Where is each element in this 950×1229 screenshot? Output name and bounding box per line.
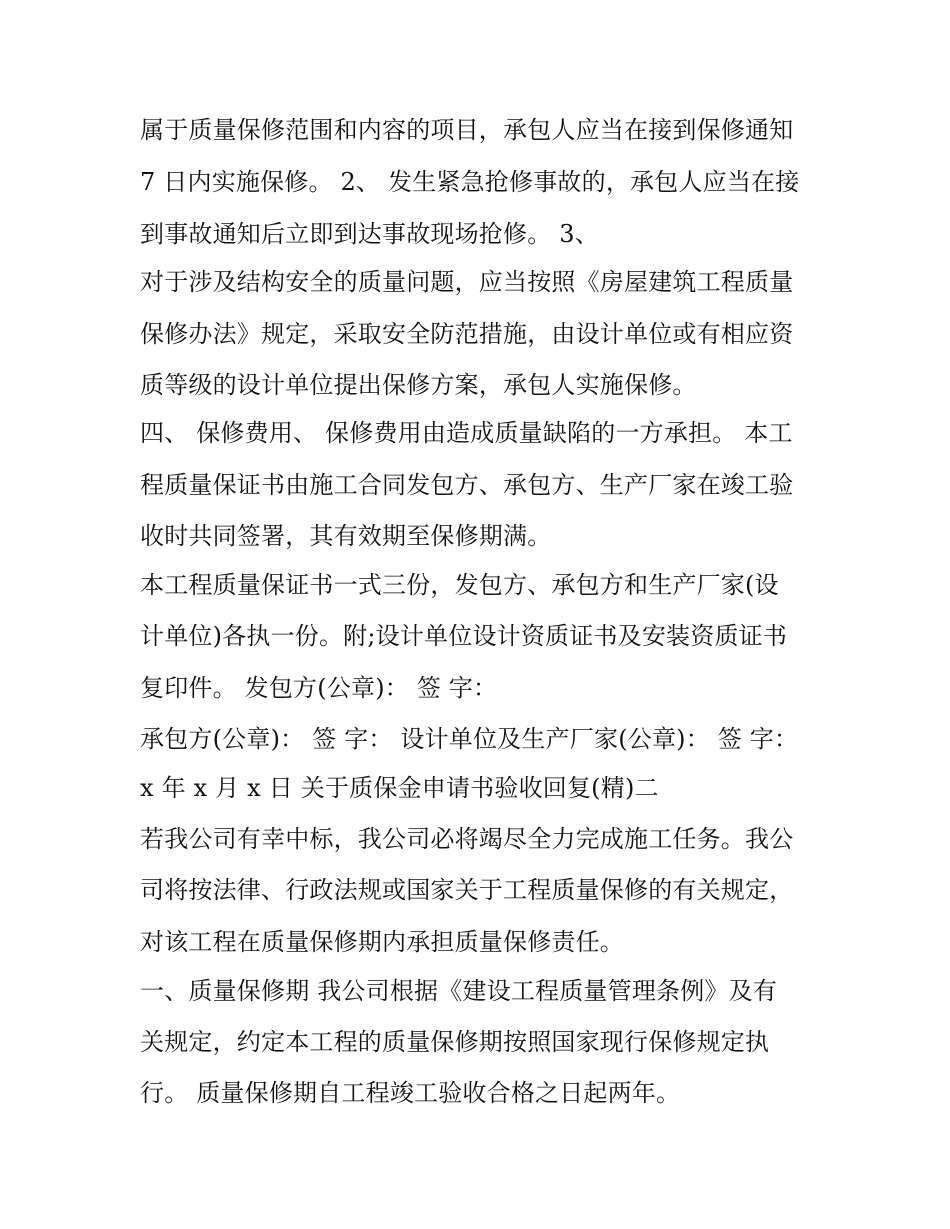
text-line: 质等级的设计单位提出保修方案，承包人实施保修。 bbox=[140, 371, 697, 399]
text-line: 行。 质量保修期自工程竣工验收合格之日起两年。 bbox=[140, 1079, 681, 1107]
text-line: 收时共同签署，其有效期至保修期满。 bbox=[140, 522, 552, 550]
text-line: 对于涉及结构安全的质量问题，应当按照《房屋建筑工程质量 bbox=[140, 268, 794, 296]
text-line: 对该工程在质量保修期内承担质量保修责任。 bbox=[140, 928, 624, 956]
text-line: 7 日内实施保修。 2、 发生紧急抢修事故的，承包人应当在接 bbox=[140, 168, 800, 196]
text-line: 承包方(公章)： 签 字： 设计单位及生产厂家(公章)： 签 字： bbox=[140, 725, 799, 753]
text-line: 本工程质量保证书一式三份，发包方、承包方和生产厂家(设 bbox=[140, 571, 779, 599]
text-line: 若我公司有幸中标，我公司必将竭尽全力完成施工任务。我公 bbox=[140, 825, 794, 853]
text-line: 四、 保修费用、 保修费用由造成质量缺陷的一方承担。 本工 bbox=[140, 419, 793, 447]
text-line: 程质量保证书由施工合同发包方、承包方、生产厂家在竣工验 bbox=[140, 471, 794, 499]
text-line: 复印件。 发包方(公章)： 签 字： bbox=[140, 674, 498, 702]
text-line: 属于质量保修范围和内容的项目，承包人应当在接到保修通知 bbox=[140, 116, 794, 144]
text-line: 计单位)各执一份。附;设计单位设计资质证书及安装资质证书 bbox=[140, 622, 788, 650]
text-line: 关规定，约定本工程的质量保修期按照国家现行保修规定执 bbox=[140, 1028, 770, 1056]
text-line: 司将按法律、行政法规或国家关于工程质量保修的有关规定， bbox=[140, 876, 794, 904]
text-line: x 年 x 月 x 日 关于质保金申请书验收回复(精)二 bbox=[140, 774, 659, 802]
text-line: 一、质量保修期 我公司根据《建设工程质量管理条例》及有 bbox=[140, 977, 778, 1005]
text-line: 保修办法》规定，采取安全防范措施，由设计单位或有相应资 bbox=[140, 320, 794, 348]
text-line: 到事故通知后立即到达事故现场抢修。 3、 bbox=[140, 220, 599, 248]
